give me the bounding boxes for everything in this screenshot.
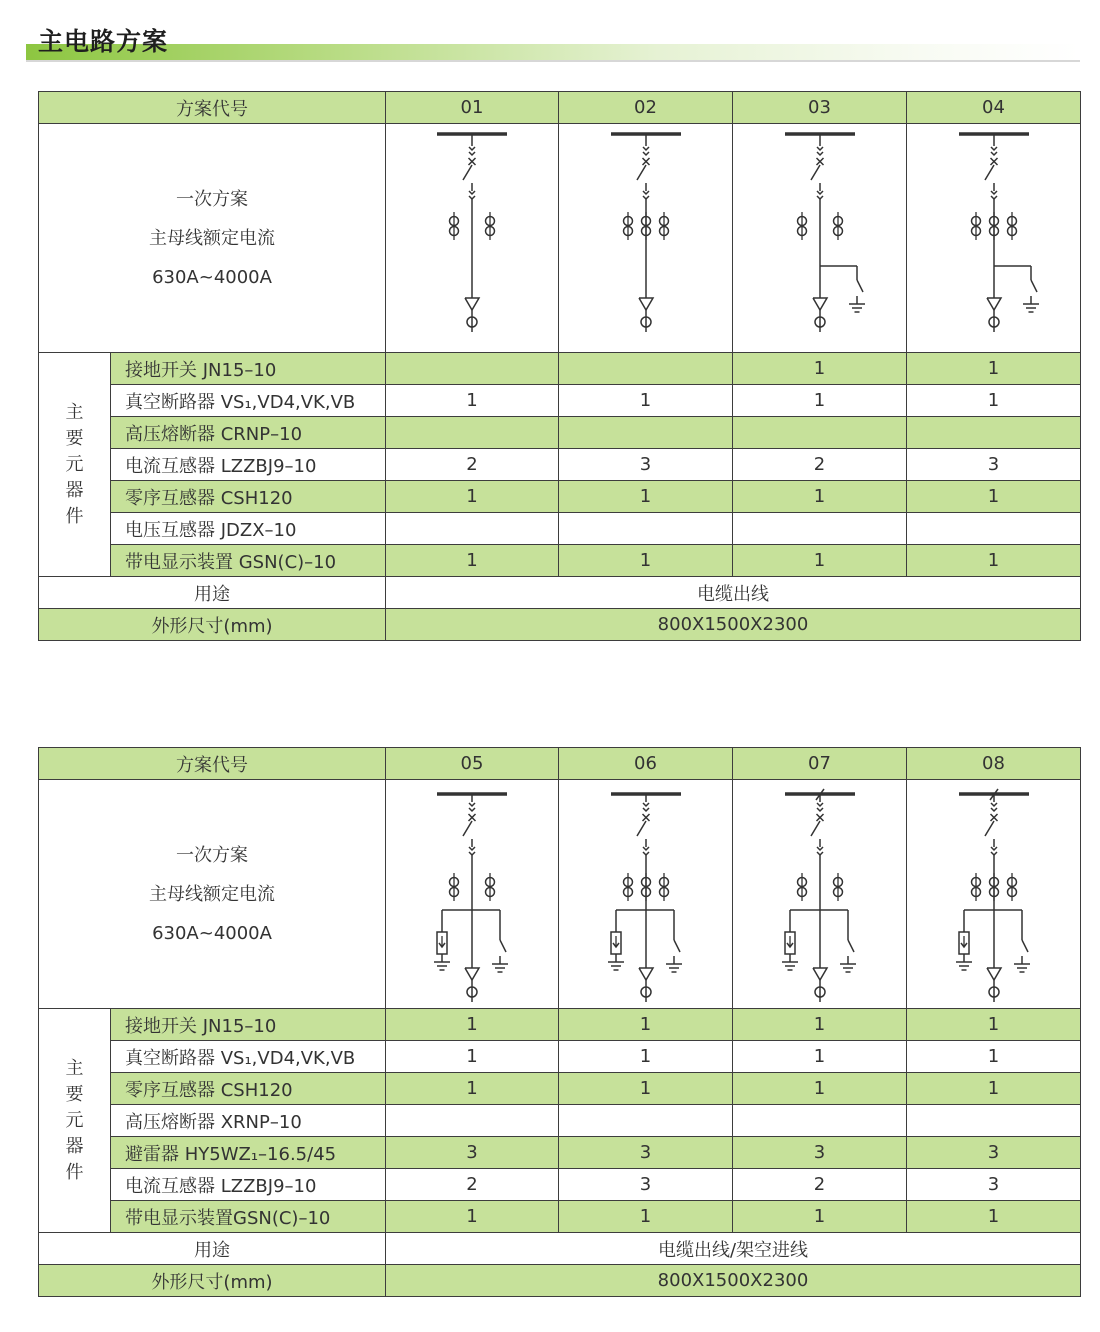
component-name: 真空断路器 VS₁,VD4,VK,VB bbox=[111, 1041, 386, 1073]
plug-contact bbox=[991, 196, 997, 199]
plug-contact bbox=[817, 808, 823, 811]
plug-contact bbox=[643, 852, 649, 855]
plug-contact bbox=[817, 852, 823, 855]
dimensions-row bbox=[39, 1265, 1081, 1297]
current-transformer-icon bbox=[659, 873, 668, 901]
dimensions-label: 外形尺寸(mm) bbox=[39, 1265, 386, 1297]
plug-contact bbox=[991, 147, 997, 150]
cable-head-triangle bbox=[987, 298, 1001, 310]
scheme-code: 02 bbox=[559, 92, 733, 124]
component-qty: 1 bbox=[559, 545, 733, 577]
component-row bbox=[39, 1137, 1081, 1169]
diagram-cell-06 bbox=[559, 780, 733, 1009]
component-qty: 1 bbox=[733, 1201, 907, 1233]
component-qty: 1 bbox=[907, 1009, 1081, 1041]
ground-icon bbox=[666, 964, 682, 972]
main-components-group-label bbox=[39, 1009, 111, 1233]
surge-arrester-icon bbox=[434, 932, 450, 970]
ground-icon bbox=[434, 962, 450, 970]
plug-contact bbox=[469, 803, 475, 806]
plug-contact bbox=[643, 152, 649, 155]
diagram-cell-01 bbox=[386, 124, 559, 353]
component-qty: 3 bbox=[559, 1137, 733, 1169]
component-qty: 1 bbox=[907, 1201, 1081, 1233]
breaker-blade bbox=[985, 821, 994, 836]
dimensions-value: 800X1500X2300 bbox=[386, 1265, 1081, 1297]
component-row bbox=[39, 545, 1081, 577]
circuit-breaker-icon bbox=[463, 794, 476, 968]
switch-blade bbox=[1031, 280, 1037, 292]
usage-value: 电缆出线 bbox=[386, 577, 1081, 609]
component-qty: 2 bbox=[733, 1169, 907, 1201]
component-qty: 3 bbox=[907, 1137, 1081, 1169]
component-qty: 1 bbox=[386, 1009, 559, 1041]
current-transformer-icon bbox=[797, 873, 806, 901]
zero-sequence-ct-cable-icon bbox=[813, 968, 827, 1002]
busbar-current-range: 630A~4000A bbox=[152, 266, 272, 288]
component-qty: 1 bbox=[733, 1009, 907, 1041]
component-qty: 1 bbox=[907, 385, 1081, 417]
breaker-blade bbox=[463, 821, 472, 836]
usage-value: 电缆出线/架空进线 bbox=[386, 1233, 1081, 1265]
diagram-cell-04 bbox=[907, 124, 1081, 353]
component-qty: 1 bbox=[733, 1041, 907, 1073]
component-name: 真空断路器 VS₁,VD4,VK,VB bbox=[111, 385, 386, 417]
plug-contact bbox=[991, 852, 997, 855]
component-qty: 1 bbox=[386, 545, 559, 577]
current-transformer-icon bbox=[971, 212, 980, 240]
dimensions-label: 外形尺寸(mm) bbox=[39, 609, 386, 641]
current-transformer-icon bbox=[641, 212, 650, 240]
ground-icon bbox=[840, 964, 856, 972]
switch-blade bbox=[500, 940, 506, 952]
component-qty bbox=[559, 417, 733, 449]
ground-icon bbox=[1014, 964, 1030, 972]
group-label-char: 器 bbox=[65, 1135, 84, 1157]
scheme-code: 03 bbox=[733, 92, 907, 124]
component-qty: 1 bbox=[733, 545, 907, 577]
circuit-diagram-07 bbox=[770, 784, 870, 1004]
plug-contact bbox=[991, 847, 997, 850]
zero-sequence-ct-cable-icon bbox=[987, 298, 1001, 332]
component-qty bbox=[559, 513, 733, 545]
plug-contact bbox=[991, 808, 997, 811]
component-qty: 1 bbox=[733, 1073, 907, 1105]
earthing-switch-icon bbox=[849, 266, 865, 312]
component-qty bbox=[733, 513, 907, 545]
component-qty: 1 bbox=[386, 1073, 559, 1105]
primary-scheme-label bbox=[39, 780, 386, 1009]
component-qty: 1 bbox=[733, 385, 907, 417]
component-name: 高压熔断器 XRNP–10 bbox=[111, 1105, 386, 1137]
scheme-code-label: 方案代号 bbox=[39, 92, 386, 124]
cable-head-triangle bbox=[639, 298, 653, 310]
component-qty bbox=[907, 513, 1081, 545]
diagram-cell-07 bbox=[733, 780, 907, 1009]
circuit-breaker-icon bbox=[463, 134, 476, 298]
circuit-diagram-03 bbox=[770, 128, 870, 348]
usage-label: 用途 bbox=[39, 577, 386, 609]
group-label-char: 元 bbox=[65, 453, 84, 475]
ground-icon bbox=[782, 962, 798, 970]
current-transformer-icon bbox=[450, 873, 459, 901]
component-qty: 1 bbox=[559, 1009, 733, 1041]
busbar-current-range: 630A~4000A bbox=[152, 922, 272, 944]
component-qty: 1 bbox=[907, 545, 1081, 577]
scheme-code-row bbox=[39, 748, 1081, 780]
busbar-current-label: 主母线额定电流 bbox=[149, 227, 275, 249]
component-qty bbox=[386, 513, 559, 545]
surge-arrester-icon bbox=[782, 932, 798, 970]
scheme-table-1 bbox=[38, 91, 1080, 641]
group-label-char: 件 bbox=[65, 1161, 84, 1183]
circuit-diagram-05 bbox=[422, 784, 522, 1004]
scheme-code: 01 bbox=[386, 92, 559, 124]
component-row bbox=[39, 481, 1081, 513]
component-qty: 2 bbox=[733, 449, 907, 481]
current-transformer-icon bbox=[1007, 873, 1016, 901]
circuit-breaker-icon bbox=[985, 794, 998, 968]
component-qty: 1 bbox=[386, 1201, 559, 1233]
main-components-group-label bbox=[39, 353, 111, 577]
circuit-diagram-01 bbox=[422, 128, 522, 348]
ground-icon bbox=[608, 962, 624, 970]
current-transformer-icon bbox=[486, 873, 495, 901]
current-transformer-icon bbox=[641, 873, 650, 901]
busbar-current-label: 主母线额定电流 bbox=[149, 883, 275, 905]
plug-contact bbox=[643, 191, 649, 194]
component-name: 电流互感器 LZZBJ9–10 bbox=[111, 449, 386, 481]
switch-blade bbox=[857, 280, 863, 292]
circuit-breaker-icon bbox=[637, 134, 650, 298]
scheme-code-label: 方案代号 bbox=[39, 748, 386, 780]
component-name: 接地开关 JN15–10 bbox=[111, 1009, 386, 1041]
zero-sequence-ct-cable-icon bbox=[465, 968, 479, 1002]
component-qty: 1 bbox=[733, 481, 907, 513]
component-qty bbox=[733, 1105, 907, 1137]
ground-icon bbox=[492, 964, 508, 972]
primary-scheme-row bbox=[39, 124, 1081, 353]
diagram-cell-02 bbox=[559, 124, 733, 353]
plug-contact bbox=[643, 847, 649, 850]
current-transformer-icon bbox=[450, 212, 459, 240]
scheme-code: 06 bbox=[559, 748, 733, 780]
surge-arrester-icon bbox=[956, 932, 972, 970]
usage-row bbox=[39, 1233, 1081, 1265]
group-label-char: 器 bbox=[65, 479, 84, 501]
current-transformer-icon bbox=[989, 873, 998, 901]
breaker-blade bbox=[463, 165, 472, 180]
cable-head-triangle bbox=[813, 298, 827, 310]
current-transformer-icon bbox=[1007, 212, 1016, 240]
cable-head-triangle bbox=[813, 968, 827, 980]
component-qty bbox=[733, 417, 907, 449]
plug-contact bbox=[817, 152, 823, 155]
usage-row bbox=[39, 577, 1081, 609]
primary-scheme-label bbox=[39, 124, 386, 353]
component-row bbox=[39, 353, 1081, 385]
component-qty: 1 bbox=[559, 481, 733, 513]
component-name: 电压互感器 JDZX–10 bbox=[111, 513, 386, 545]
group-label-char: 要 bbox=[65, 427, 84, 449]
primary-scheme-row bbox=[39, 780, 1081, 1009]
group-label-char: 要 bbox=[65, 1083, 84, 1105]
breaker-blade bbox=[985, 165, 994, 180]
title-bar bbox=[26, 44, 1080, 60]
plug-contact bbox=[469, 808, 475, 811]
plug-contact bbox=[817, 196, 823, 199]
dimensions-value: 800X1500X2300 bbox=[386, 609, 1081, 641]
circuit-diagram-02 bbox=[596, 128, 696, 348]
component-qty: 2 bbox=[386, 449, 559, 481]
component-row bbox=[39, 1009, 1081, 1041]
cable-head-triangle bbox=[465, 968, 479, 980]
scheme-code: 05 bbox=[386, 748, 559, 780]
circuit-breaker-icon bbox=[811, 794, 824, 968]
current-transformer-icon bbox=[989, 212, 998, 240]
zero-sequence-ct-cable-icon bbox=[639, 968, 653, 1002]
component-qty: 2 bbox=[386, 1169, 559, 1201]
component-qty: 3 bbox=[559, 449, 733, 481]
plug-contact bbox=[817, 147, 823, 150]
component-qty: 1 bbox=[907, 481, 1081, 513]
component-qty: 3 bbox=[386, 1137, 559, 1169]
plug-contact bbox=[817, 847, 823, 850]
earthing-switch-icon bbox=[840, 926, 856, 972]
component-row bbox=[39, 1073, 1081, 1105]
current-transformer-icon bbox=[833, 873, 842, 901]
breaker-blade bbox=[811, 165, 820, 180]
circuit-diagram-08 bbox=[944, 784, 1044, 1004]
component-qty: 3 bbox=[907, 1169, 1081, 1201]
ground-icon bbox=[1023, 304, 1039, 312]
circuit-breaker-icon bbox=[637, 794, 650, 968]
switch-blade bbox=[674, 940, 680, 952]
usage-label: 用途 bbox=[39, 1233, 386, 1265]
scheme-code: 07 bbox=[733, 748, 907, 780]
component-qty: 1 bbox=[559, 1041, 733, 1073]
component-qty: 1 bbox=[907, 1041, 1081, 1073]
plug-contact bbox=[991, 803, 997, 806]
component-name: 电流互感器 LZZBJ9–10 bbox=[111, 1169, 386, 1201]
group-label-char: 元 bbox=[65, 1109, 84, 1131]
plug-contact bbox=[643, 147, 649, 150]
primary-scheme-title: 一次方案 bbox=[176, 188, 248, 210]
component-name: 零序互感器 CSH120 bbox=[111, 481, 386, 513]
scheme-code: 04 bbox=[907, 92, 1081, 124]
component-qty: 3 bbox=[559, 1169, 733, 1201]
component-row bbox=[39, 385, 1081, 417]
component-qty bbox=[907, 1105, 1081, 1137]
title-underline bbox=[26, 60, 1080, 62]
page-title: 主电路方案 bbox=[38, 27, 169, 56]
component-qty: 1 bbox=[559, 1201, 733, 1233]
component-row bbox=[39, 1105, 1081, 1137]
component-qty bbox=[559, 353, 733, 385]
component-qty: 1 bbox=[386, 385, 559, 417]
primary-scheme-title: 一次方案 bbox=[176, 844, 248, 866]
component-qty: 1 bbox=[559, 385, 733, 417]
component-name: 带电显示装置 GSN(C)–10 bbox=[111, 545, 386, 577]
component-qty: 1 bbox=[386, 481, 559, 513]
switch-blade bbox=[1022, 940, 1028, 952]
circuit-breaker-icon bbox=[811, 134, 824, 298]
component-row bbox=[39, 1041, 1081, 1073]
component-name: 带电显示装置GSN(C)–10 bbox=[111, 1201, 386, 1233]
breaker-blade bbox=[811, 821, 820, 836]
cable-head-triangle bbox=[639, 968, 653, 980]
component-qty bbox=[386, 417, 559, 449]
component-qty bbox=[907, 417, 1081, 449]
current-transformer-icon bbox=[833, 212, 842, 240]
circuit-breaker-icon bbox=[985, 134, 998, 298]
current-transformer-icon bbox=[623, 873, 632, 901]
component-qty: 1 bbox=[559, 1073, 733, 1105]
plug-contact bbox=[991, 191, 997, 194]
component-name: 高压熔断器 CRNP–10 bbox=[111, 417, 386, 449]
switch-blade bbox=[848, 940, 854, 952]
plug-contact bbox=[643, 196, 649, 199]
plug-contact bbox=[469, 147, 475, 150]
zero-sequence-ct-cable-icon bbox=[813, 298, 827, 332]
component-name: 零序互感器 CSH120 bbox=[111, 1073, 386, 1105]
component-qty: 1 bbox=[907, 1073, 1081, 1105]
plug-contact bbox=[643, 808, 649, 811]
cable-head-triangle bbox=[465, 298, 479, 310]
scheme-code-row bbox=[39, 92, 1081, 124]
current-transformer-icon bbox=[971, 873, 980, 901]
component-row bbox=[39, 513, 1081, 545]
scheme-code: 08 bbox=[907, 748, 1081, 780]
plug-contact bbox=[817, 803, 823, 806]
circuit-diagram-06 bbox=[596, 784, 696, 1004]
diagram-cell-05 bbox=[386, 780, 559, 1009]
ground-icon bbox=[956, 962, 972, 970]
component-qty: 1 bbox=[907, 353, 1081, 385]
plug-contact bbox=[469, 852, 475, 855]
scheme-table-2 bbox=[38, 747, 1080, 1297]
component-qty bbox=[559, 1105, 733, 1137]
component-row bbox=[39, 449, 1081, 481]
plug-contact bbox=[469, 191, 475, 194]
plug-contact bbox=[817, 191, 823, 194]
zero-sequence-ct-cable-icon bbox=[465, 298, 479, 332]
ground-icon bbox=[849, 304, 865, 312]
plug-contact bbox=[469, 196, 475, 199]
breaker-blade bbox=[637, 821, 646, 836]
current-transformer-icon bbox=[486, 212, 495, 240]
current-transformer-icon bbox=[659, 212, 668, 240]
plug-contact bbox=[991, 152, 997, 155]
component-name: 接地开关 JN15–10 bbox=[111, 353, 386, 385]
zero-sequence-ct-cable-icon bbox=[987, 968, 1001, 1002]
earthing-switch-icon bbox=[492, 926, 508, 972]
earthing-switch-icon bbox=[666, 926, 682, 972]
plug-contact bbox=[469, 152, 475, 155]
group-label-char: 主 bbox=[65, 1057, 84, 1079]
component-row bbox=[39, 1201, 1081, 1233]
component-qty: 3 bbox=[907, 449, 1081, 481]
surge-arrester-icon bbox=[608, 932, 624, 970]
component-qty bbox=[386, 353, 559, 385]
current-transformer-icon bbox=[623, 212, 632, 240]
circuit-diagram-04 bbox=[944, 128, 1044, 348]
group-label-char: 主 bbox=[65, 401, 84, 423]
earthing-switch-icon bbox=[1014, 926, 1030, 972]
component-qty: 3 bbox=[733, 1137, 907, 1169]
diagram-cell-03 bbox=[733, 124, 907, 353]
diagram-cell-08 bbox=[907, 780, 1081, 1009]
zero-sequence-ct-cable-icon bbox=[639, 298, 653, 332]
plug-contact bbox=[469, 847, 475, 850]
cable-head-triangle bbox=[987, 968, 1001, 980]
component-qty: 1 bbox=[733, 353, 907, 385]
plug-contact bbox=[643, 803, 649, 806]
component-row bbox=[39, 417, 1081, 449]
breaker-blade bbox=[637, 165, 646, 180]
page-header bbox=[0, 0, 1100, 70]
dimensions-row bbox=[39, 609, 1081, 641]
current-transformer-icon bbox=[797, 212, 806, 240]
component-qty bbox=[386, 1105, 559, 1137]
group-label-char: 件 bbox=[65, 505, 84, 527]
component-name: 避雷器 HY5WZ₁–16.5/45 bbox=[111, 1137, 386, 1169]
component-qty: 1 bbox=[386, 1041, 559, 1073]
earthing-switch-icon bbox=[1023, 266, 1039, 312]
component-row bbox=[39, 1169, 1081, 1201]
